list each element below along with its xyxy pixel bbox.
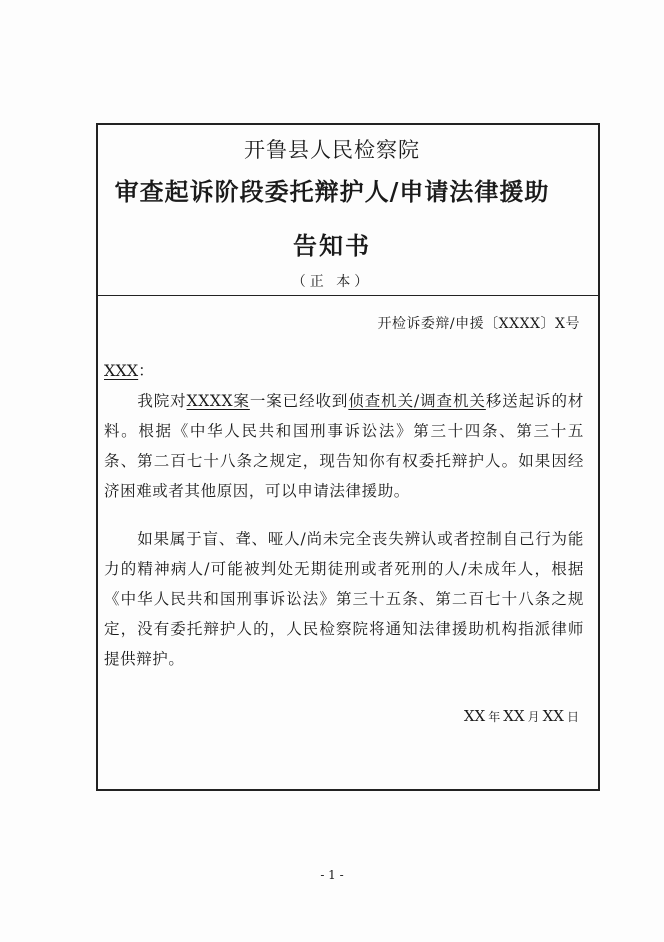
- date-month-unit: 月: [527, 710, 540, 724]
- p1-mid: 一案已经收到: [249, 392, 349, 410]
- document-title: 审查起诉阶段委托辩护人/申请法律援助: [114, 177, 550, 206]
- document-subtitle: 告知书: [293, 231, 371, 260]
- header-divider: [96, 295, 600, 296]
- document-number: 开检诉委辩/申援〔XXXX〕X号: [377, 316, 580, 332]
- date-year: XX: [463, 707, 486, 725]
- notice-paragraph-2: [104, 524, 584, 674]
- date-day: XX: [542, 707, 564, 725]
- date-day-unit: 日: [566, 710, 579, 724]
- p1-intro: 我院对: [137, 392, 187, 410]
- issue-date: [464, 707, 582, 725]
- notice-paragraph-1: [104, 386, 584, 506]
- transferring-agency: 侦查机关/调查机关: [348, 392, 486, 410]
- copy-type-label: （正 本）: [291, 274, 373, 290]
- case-name: XXXX案: [186, 392, 250, 410]
- addressee-colon: ：: [138, 361, 155, 380]
- addressee: [104, 358, 154, 381]
- p2-text: 如果属于盲、聋、哑人/尚未完全丧失辨认或者控制自己行为能力的精神病人/可能被判处无期徒刑或者死刑的人/未成年人，根据《中华人民共和国刑事诉讼法》第三十五条、第二百七十八条之规定，没有委托辩护人的，人民检察院将通知法律援助机构指派律师提供辩护。: [104, 530, 584, 668]
- date-month: XX: [503, 707, 525, 725]
- date-year-unit: 年: [488, 710, 501, 724]
- addressee-name: XXX: [104, 361, 139, 380]
- p1-rest: 移送起诉的材料。根据《中华人民共和国刑事诉讼法》第三十四条、第三十五条、第二百七十八条之规定，现告知你有权委托辩护人。如果因经济困难或者其他原因，可以申请法律援助。: [104, 392, 584, 500]
- page-number: - 1 -: [320, 868, 344, 882]
- issuing-organization: 开鲁县人民检察院: [244, 138, 420, 162]
